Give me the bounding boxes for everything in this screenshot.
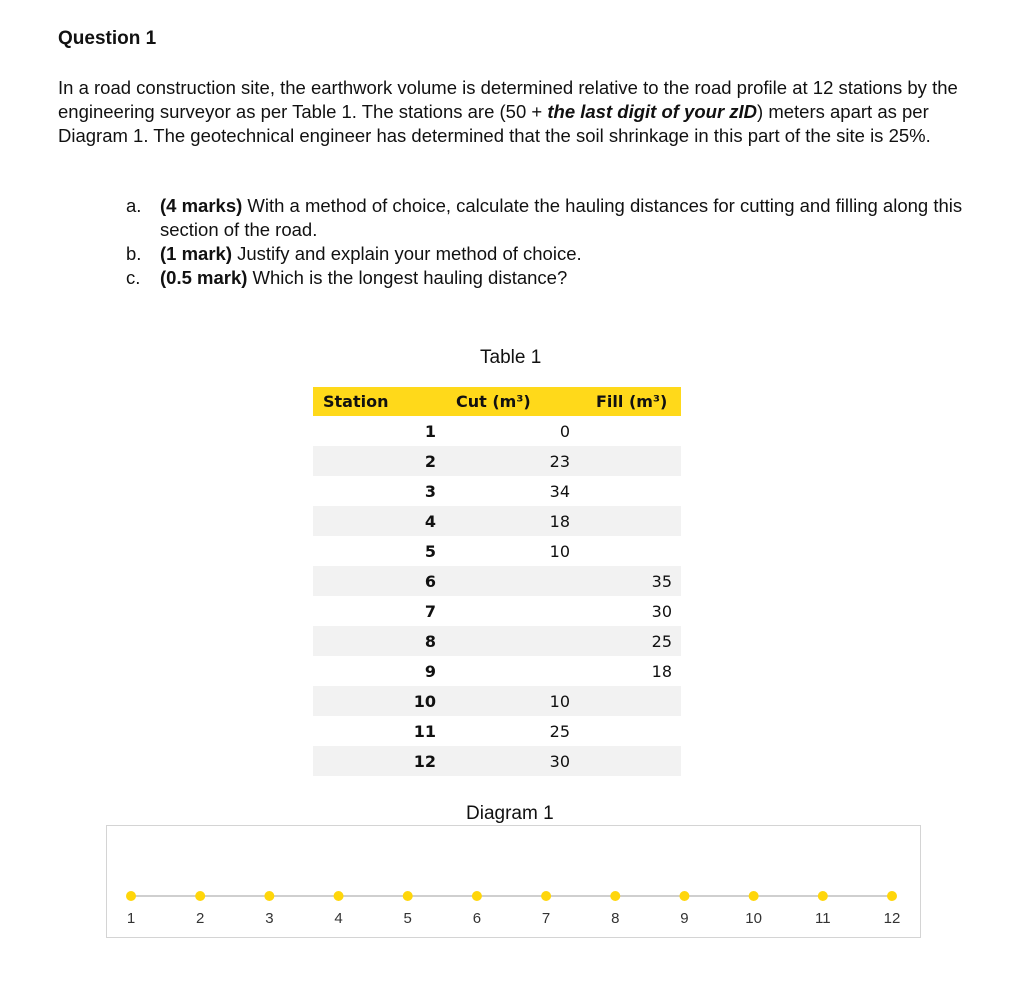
part-text: Justify and explain your method of choice. (231, 243, 582, 264)
station-marker (195, 891, 205, 901)
cut-cell (438, 656, 576, 686)
station-cell: 3 (424, 481, 436, 501)
station-label: 9 (680, 910, 689, 927)
fill-cell (576, 536, 681, 566)
station-label: 10 (745, 910, 762, 927)
station-cell: 5 (424, 541, 436, 561)
fill-cell: 35 (651, 571, 672, 591)
station-marker (749, 891, 759, 901)
fill-cell: 30 (651, 601, 672, 621)
intro-text-1: In a road construction site, the earthwork volume is determined relative to the road profile at 12 stations by the engineering surveyor as per Table 1. The stations are (50 + (58, 77, 958, 122)
part-text: Which is the longest hauling distance? (247, 267, 568, 288)
station-marker (264, 891, 274, 901)
fill-cell (576, 416, 681, 446)
station-marker (334, 891, 344, 901)
intro-text-2: ) meters apart as per Diagram 1. The geotechnical engineer has determined that the soil shrinkage in this part of the site is 25%. (58, 101, 931, 146)
table-row (313, 536, 681, 566)
part-marks: (1 mark) (160, 243, 232, 264)
table-row (313, 506, 681, 536)
part-marks: (0.5 mark) (160, 267, 248, 288)
station-label: 11 (815, 910, 831, 927)
station-marker (679, 891, 689, 901)
table-row (313, 446, 681, 476)
station-cell: 9 (424, 661, 436, 681)
question-parts (120, 194, 990, 290)
station-marker (610, 891, 620, 901)
question-intro (58, 76, 988, 148)
table-row (313, 626, 681, 656)
station-cell: 7 (424, 601, 436, 621)
station-marker (472, 891, 482, 901)
header-cut: Cut (m³) (456, 392, 531, 411)
cut-cell: 23 (549, 451, 570, 471)
cut-cell (438, 566, 576, 596)
header-fill: Fill (m³) (596, 392, 668, 411)
cut-cell: 10 (549, 541, 570, 561)
cut-cell: 30 (549, 751, 570, 771)
earthwork-table (313, 387, 681, 776)
fill-cell (576, 446, 681, 476)
table-row (313, 716, 681, 746)
station-marker (887, 891, 897, 901)
table-row (313, 746, 681, 776)
cut-cell: 18 (549, 511, 570, 531)
intro-emphasis: the last digit of your zID (547, 101, 758, 122)
station-cell: 10 (413, 691, 436, 711)
part-b (120, 242, 990, 266)
station-marker (818, 891, 828, 901)
part-marks: (4 marks) (160, 195, 243, 216)
station-label: 5 (403, 910, 412, 927)
diagram-caption: Diagram 1 (466, 803, 554, 824)
fill-cell (576, 686, 681, 716)
station-label: 4 (334, 910, 343, 927)
station-diagram-svg (107, 826, 920, 937)
station-marker (403, 891, 413, 901)
station-marker (541, 891, 551, 901)
table-header-row (313, 387, 681, 416)
fill-cell: 25 (651, 631, 672, 651)
table-row (313, 416, 681, 446)
part-c (120, 266, 990, 290)
cut-cell (438, 626, 576, 656)
table-row (313, 476, 681, 506)
station-cell: 1 (424, 421, 436, 441)
fill-cell: 18 (651, 661, 672, 681)
station-label: 2 (196, 910, 205, 927)
fill-cell (576, 476, 681, 506)
table-row (313, 566, 681, 596)
fill-cell (576, 716, 681, 746)
station-marker (126, 891, 136, 901)
station-label: 12 (883, 910, 901, 927)
station-label: 1 (126, 910, 136, 927)
station-cell: 12 (413, 751, 436, 771)
question-title: Question 1 (58, 28, 157, 49)
station-cell: 4 (424, 511, 436, 531)
station-label: 7 (541, 910, 551, 927)
station-label: 6 (472, 910, 482, 927)
table-row (313, 656, 681, 686)
table-caption: Table 1 (480, 347, 542, 368)
part-letter: b. (126, 243, 142, 264)
part-text: With a method of choice, calculate the hauling distances for cutting and filling along this section of the road. (160, 195, 963, 240)
cut-cell: 10 (549, 691, 570, 711)
part-letter: a. (126, 195, 142, 216)
table-row (313, 686, 681, 716)
station-cell: 2 (424, 451, 436, 471)
fill-cell (576, 746, 681, 776)
cut-cell: 34 (549, 481, 570, 501)
station-diagram (106, 825, 921, 938)
station-cell: 6 (424, 571, 436, 591)
station-label: 8 (611, 910, 620, 927)
part-letter: c. (126, 267, 141, 288)
fill-cell (576, 506, 681, 536)
station-cell: 8 (424, 631, 436, 651)
part-a (120, 194, 990, 242)
cut-cell: 0 (559, 421, 570, 441)
station-label: 3 (265, 910, 274, 927)
cut-cell: 25 (549, 721, 570, 741)
header-station: Station (323, 392, 389, 411)
cut-cell (438, 596, 576, 626)
table-row (313, 596, 681, 626)
station-cell: 11 (413, 721, 436, 741)
